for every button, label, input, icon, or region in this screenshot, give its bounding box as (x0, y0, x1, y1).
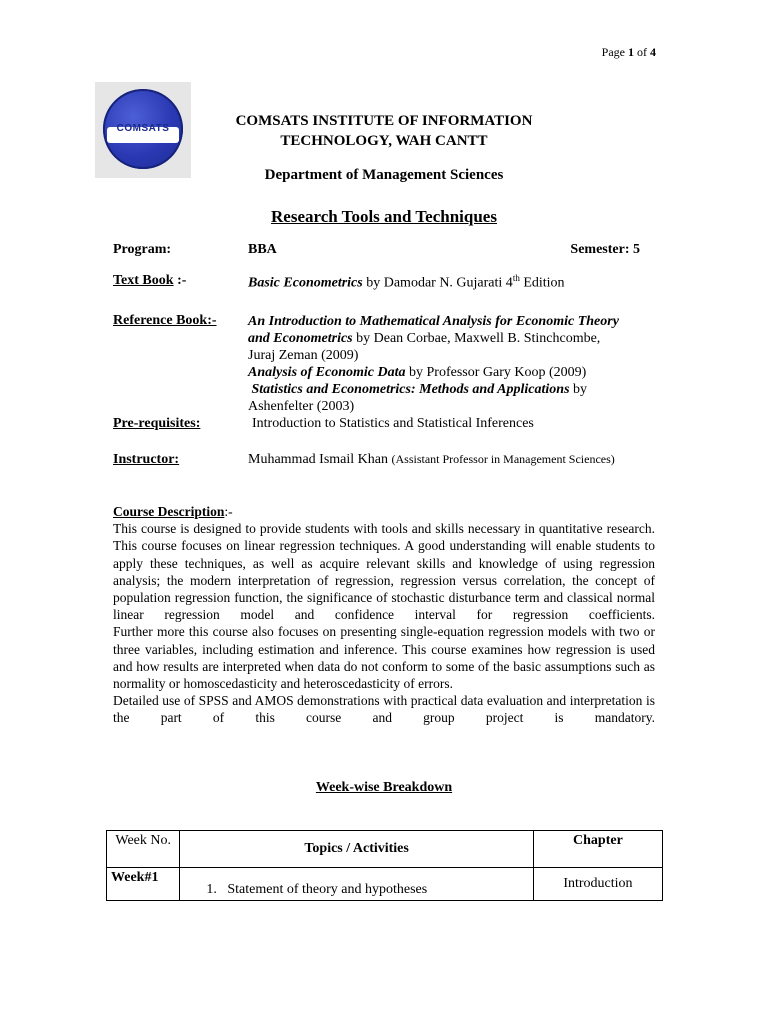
textbook-value: Basic Econometrics by Damodar N. Gujarati 4th Edition (248, 273, 565, 291)
header-chapter: Chapter (533, 831, 662, 868)
program-value: BBA (248, 242, 277, 257)
logo-text: COMSATS (116, 123, 170, 134)
semester: Semester: 5 (570, 242, 640, 257)
row-week: Week#1 (107, 868, 180, 901)
row-topic: 1. Statement of theory and hypotheses (180, 868, 533, 901)
department-name: Department of Management Sciences (264, 167, 504, 183)
prereq-value: Introduction to Statistics and Statistical Inferences (252, 416, 534, 431)
course-title: Research Tools and Techniques (271, 207, 497, 226)
textbook-label: Text Book :- (113, 273, 187, 288)
breakdown-title: Week-wise Breakdown (315, 780, 453, 795)
row-chapter: Introduction (533, 868, 662, 901)
header-topics: Topics / Activities (180, 831, 533, 868)
instructor-value: Muhammad Ismail Khan (Assistant Professor in Management Sciences) (248, 452, 615, 467)
program-label: Program: (113, 242, 172, 257)
table-row (107, 868, 663, 901)
course-description (113, 503, 655, 727)
page-number: Page 1 of 4 (601, 45, 656, 59)
prereq-label: Pre-requisites: (113, 416, 201, 431)
instructor-label: Instructor: (113, 452, 180, 467)
description-heading: Course Description:- (113, 504, 233, 519)
description-para-3: Detailed use of SPSS and AMOS demonstrations with practical data evaluation and interpretation is the part of this course and group project is mandatory. (113, 693, 655, 726)
description-para-2: Further more this course also focuses on presenting single-equation regression models with two or three variables, including estimation and inference. This course examines how regression is used and how results are interpreted when data do not conform to some of the basic assumptions such as normality or homoscedasticity and heteroscedasticity of errors. (113, 624, 655, 692)
description-para-1: This course is designed to provide students with tools and skills necessary in quantitative research. This course focuses on linear regression techniques. A good understanding will enable students to apply these techniques, as well as acquire relevant skills and knowledge of using regression analysis; the modern interpretation of regression, regression versus correlation, the concept of population regression function, the significance of stochastic disturbance term and classical normal linear regression model and confidence interval for regression coefficients. (113, 521, 655, 623)
header-week: Week No. (107, 831, 180, 868)
week-breakdown-table (106, 830, 663, 901)
institute-name: COMSATS INSTITUTE OF INFORMATION TECHNOLOGY, WAH CANTT (235, 113, 533, 149)
reference-label: Reference Book:- (113, 313, 217, 328)
reference-list: An Introduction to Mathematical Analysis for Economic Theory and Econometrics by Dean Corbae, Maxwell B. Stinchcombe, Juraj Zeman (2009) Analysis of Economic Data by Professor Gary Koop (2009) Statistics and Econometrics: Methods and Applications by Ashenfelter (2003) (248, 314, 619, 414)
table-header-row (107, 831, 663, 868)
